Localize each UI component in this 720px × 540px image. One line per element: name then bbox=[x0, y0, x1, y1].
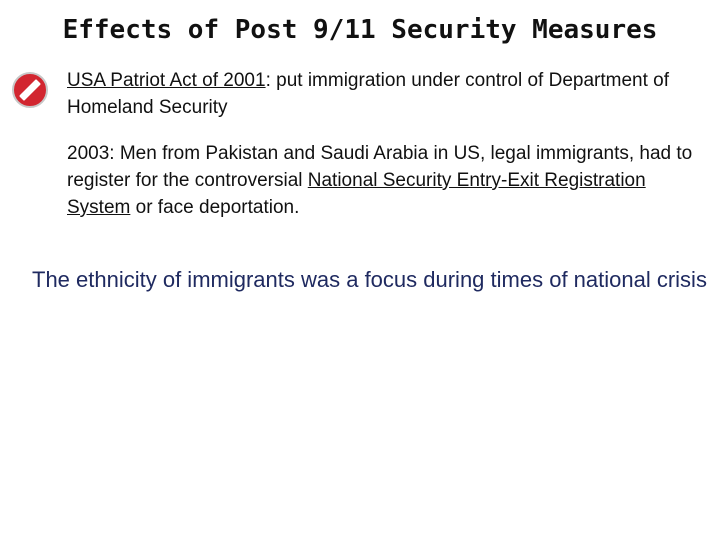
nseers-text-after: or face deportation. bbox=[130, 197, 300, 218]
patriot-act-text: : put immigration under control of Department of Homeland Security bbox=[67, 70, 669, 118]
nseers-text-before: 2003: Men from Pakistan and Saudi Arabia in US, legal immigrants, had to register for the controversial bbox=[67, 143, 693, 191]
slide-title: Effects of Post 9/11 Security Measures bbox=[62, 15, 658, 45]
patriot-act-link-text: USA Patriot Act of 2001 bbox=[67, 70, 266, 91]
no-entry-icon bbox=[10, 70, 50, 110]
bullet-patriot-act bbox=[67, 67, 707, 121]
bullet-nseers bbox=[67, 140, 707, 221]
conclusion-text: The ethnicity of immigrants was a focus during times of national crisis bbox=[32, 267, 707, 292]
nseers-link-text: National Security Entry-Exit Registration System bbox=[67, 170, 646, 218]
